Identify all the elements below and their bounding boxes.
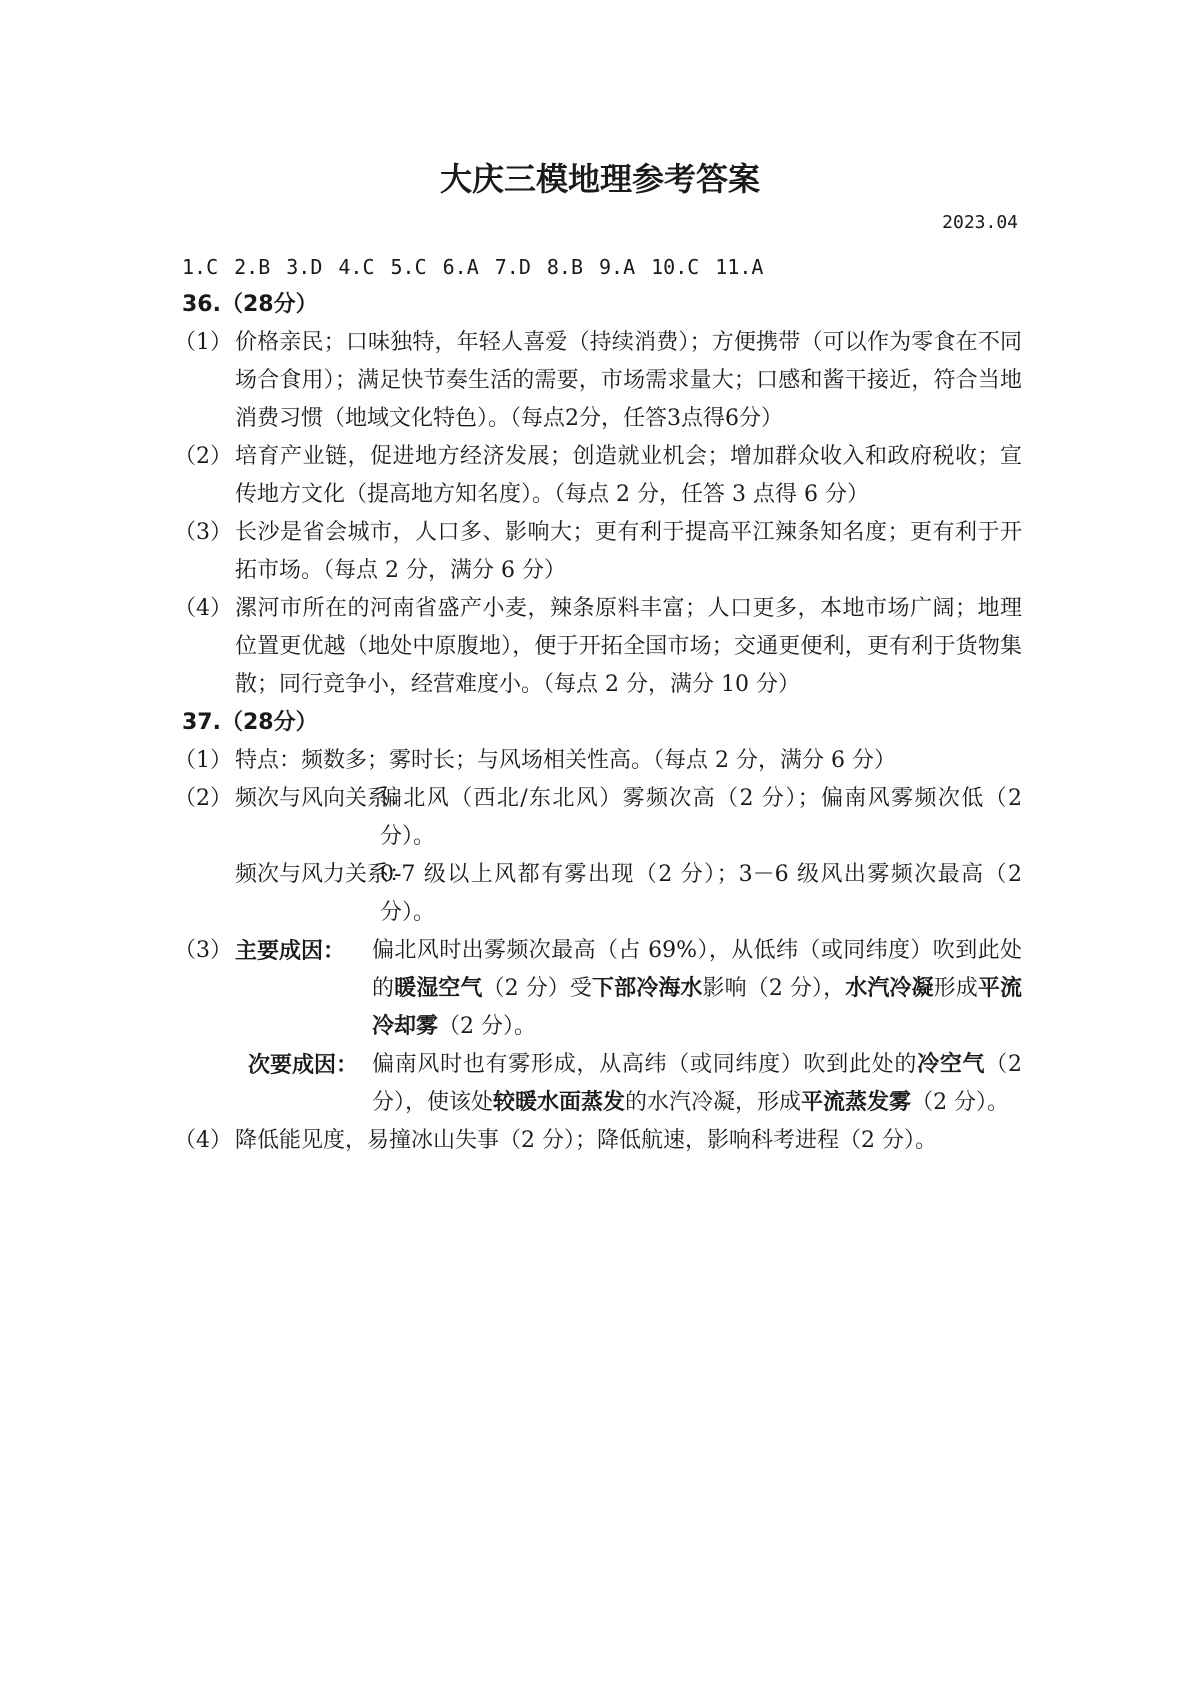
item-number: （2） [174, 786, 232, 811]
answer-body [174, 248, 1022, 1160]
item-text: 特点：频数多；雾时长；与风场相关性高。（每点 2 分，满分 6 分） [235, 748, 896, 773]
q36-answer-3 [174, 514, 1022, 590]
item-text: 长沙是省会城市，人口多、影响大；更有利于提高平江辣条知名度；更有利于开拓市场。（每点 2 分，满分 6 分） [235, 520, 1022, 583]
q37-heading: 37.（28分） [182, 710, 318, 735]
mc-answer: 10.C [651, 255, 700, 279]
q37-answer-2-wind-direction [174, 780, 1022, 856]
q36-answer-4 [174, 590, 1022, 704]
mc-answer: 1.C [182, 255, 219, 279]
item-text: 培育产业链，促进地方经济发展；创造就业机会；增加群众收入和政府税收；宣传地方文化（提高地方知名度）。（每点 2 分，任答 3 点得 6 分） [235, 444, 1022, 507]
key-term: 下部冷海水 [592, 976, 703, 1001]
key-term: 冷空气 [917, 1052, 986, 1077]
sub-text: （2 分）受 [482, 976, 593, 1001]
mc-answer: 8.B [546, 255, 583, 279]
item-text: 降低能见度，易撞冰山失事（2 分）；降低航速，影响科考进程（2 分）。 [235, 1128, 937, 1153]
item-number: （2） [174, 444, 232, 469]
sub-label: 频次与风力关系： [235, 862, 412, 887]
sub-text: （2 分），使该处 [372, 1052, 1022, 1115]
mc-answer: 3.D [286, 255, 323, 279]
mc-answer: 5.C [390, 255, 427, 279]
sub-text: 偏南风时也有雾形成，从高纬（或同纬度）吹到此处的 [372, 1052, 918, 1077]
sub-text: 的水汽冷凝，形成 [625, 1090, 802, 1115]
q37-answer-3-secondary [182, 1046, 1022, 1122]
sub-text: 偏北风时出雾频次最高（占 69%），从低纬（或同纬度）吹到此处的 [372, 938, 1022, 1001]
key-term: 较暖水面蒸发 [493, 1090, 626, 1115]
item-number: （4） [174, 1128, 232, 1153]
item-number: （3） [174, 520, 232, 545]
sub-text: （2 分）。 [911, 1090, 1010, 1115]
sub-text: （2 分）。 [438, 1014, 537, 1039]
date-label: 2023.04 [942, 212, 1018, 233]
q37-answer-3-main [174, 932, 1022, 1046]
item-number: （1） [174, 748, 232, 773]
item-text: 价格亲民；口味独特，年轻人喜爱（持续消费）；方便携带（可以作为零食在不同场合食用）；满足快节奏生活的需要，市场需求量大；口感和酱干接近，符合当地消费习惯（地域文化特色）。（每点2分，任答3点得6分） [235, 330, 1022, 431]
mc-answer: 4.C [338, 255, 375, 279]
item-text: 漯河市所在的河南省盛产小麦，辣条原料丰富；人口更多，本地市场广阔；地理位置更优越（地处中原腹地），便于开拓全国市场；交通更便利，更有利于货物集散；同行竞争小，经营难度小。（每点 2 分，满分 10 分） [235, 596, 1022, 697]
mc-answer: 9.A [599, 255, 636, 279]
item-number: （1） [174, 330, 232, 355]
mc-answer: 2.B [234, 255, 271, 279]
sub-label: 主要成因： [235, 938, 346, 964]
multiple-choice-answers [182, 248, 1022, 286]
sub-text: 0-7 级以上风都有雾出现（2 分）；3－6 级风出雾频次最高（2 分）。 [380, 862, 1022, 925]
page-title: 大庆三模地理参考答案 [439, 160, 760, 198]
item-number: （4） [174, 596, 232, 621]
q36-answer-2 [174, 438, 1022, 514]
mc-answer: 7.D [494, 255, 531, 279]
q36-answer-1 [174, 324, 1022, 438]
q37-answer-4 [174, 1122, 1022, 1160]
sub-text: 影响（2 分）， [702, 976, 846, 1001]
key-term: 平流冷却雾 [372, 976, 1022, 1039]
key-term: 暖湿空气 [394, 976, 483, 1001]
sub-text: 偏北风（西北/东北风）雾频次高（2 分）；偏南风雾频次低（2 分）。 [380, 786, 1022, 849]
key-term: 水汽冷凝 [845, 976, 934, 1001]
q37-answer-2-wind-force [182, 856, 1022, 932]
sub-label: 频次与风向关系： [235, 786, 412, 811]
q36-heading: 36.（28分） [182, 292, 318, 317]
key-term: 平流蒸发雾 [801, 1090, 912, 1115]
item-number: （3） [174, 938, 232, 963]
q37-answer-1 [174, 742, 1022, 780]
mc-answer: 6.A [442, 255, 479, 279]
sub-label: 次要成因： [248, 1052, 359, 1078]
mc-answer: 11.A [715, 255, 764, 279]
sub-text: 形成 [933, 976, 978, 1001]
